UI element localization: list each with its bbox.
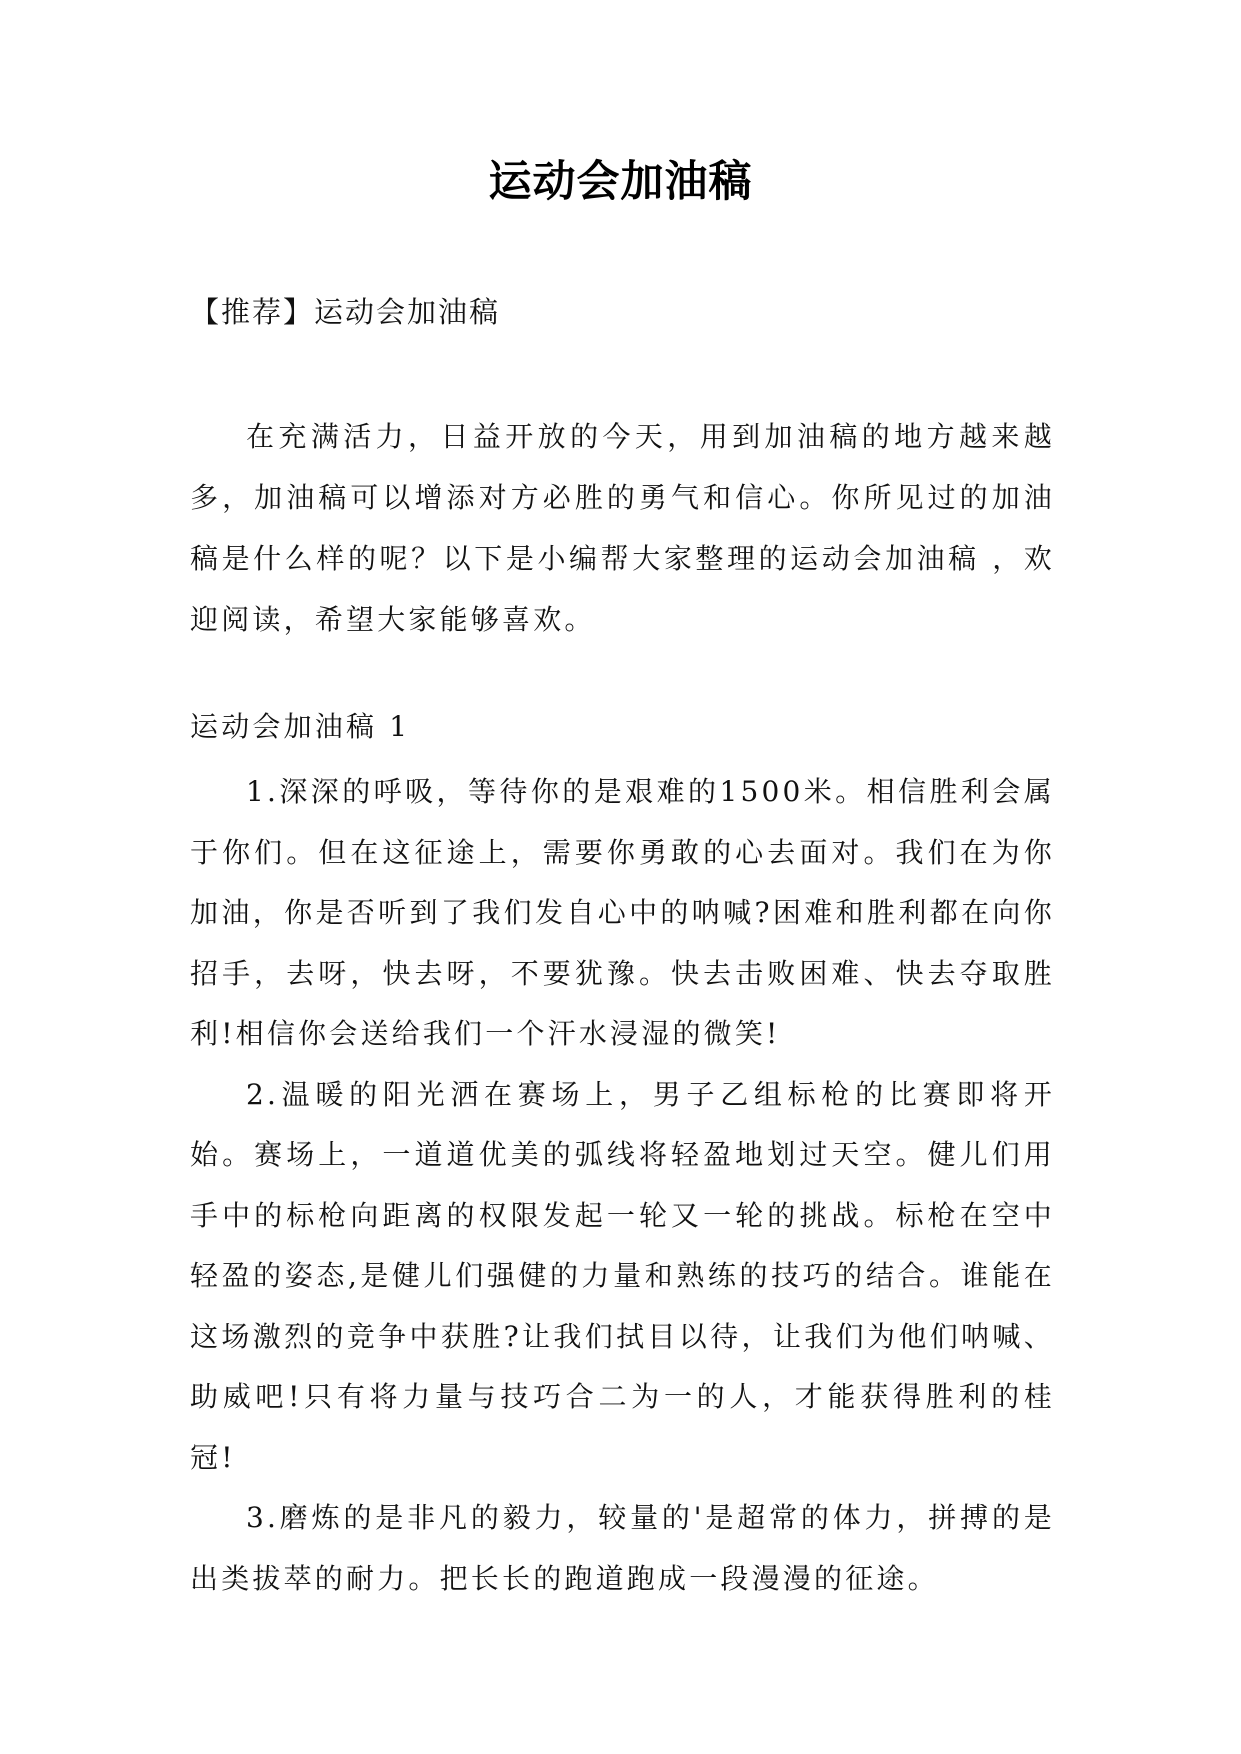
paragraph-2: 2.温暖的阳光洒在赛场上，男子乙组标枪的比赛即将开始。赛场上，一道道优美的弧线将轻盈地划过天空。健儿们用手中的标枪向距离的权限发起一轮又一轮的挑战。标枪在空中轻盈的姿态,是健儿们强健的力量和熟练的技巧的结合。谁能在这场激烈的竞争中获胜?让我们拭目以待，让我们为他们呐喊、助威吧!只有将力量与技巧合二为一的人，才能获得胜利的桂冠! — [190, 1077, 1055, 1474]
paragraph-3: 3.磨炼的是非凡的毅力，较量的'是超常的体力，拼搏的是出类拔萃的耐力。把长长的跑道跑成一段漫漫的征途。 — [190, 1501, 1055, 1595]
document-subtitle: 【推荐】运动会加油稿 — [190, 295, 501, 329]
intro-block — [190, 406, 1055, 650]
paragraph-1: 1.深深的呼吸，等待你的是艰难的1500米。相信胜利会属于你们。但在这征途上，需要你勇敢的心去面对。我们在为你加油，你是否听到了我们发自心中的呐喊?困难和胜利都在向你招手，去呀，快去呀，不要犹豫。快去击败困难、快去夺取胜利!相信你会送给我们一个汗水浸湿的微笑! — [190, 775, 1055, 1050]
intro-paragraph: 在充满活力，日益开放的今天，用到加油稿的地方越来越多，加油稿可以增添对方必胜的勇气和信心。你所见过的加油稿是什么样的呢？以下是小编帮大家整理的运动会加油稿 ，欢迎阅读，希望大家能够喜欢。 — [190, 420, 1055, 636]
section-1 — [190, 700, 1055, 1609]
page-title: 运动会加油稿 — [488, 157, 753, 207]
section-heading: 运动会加油稿 1 — [190, 710, 411, 743]
